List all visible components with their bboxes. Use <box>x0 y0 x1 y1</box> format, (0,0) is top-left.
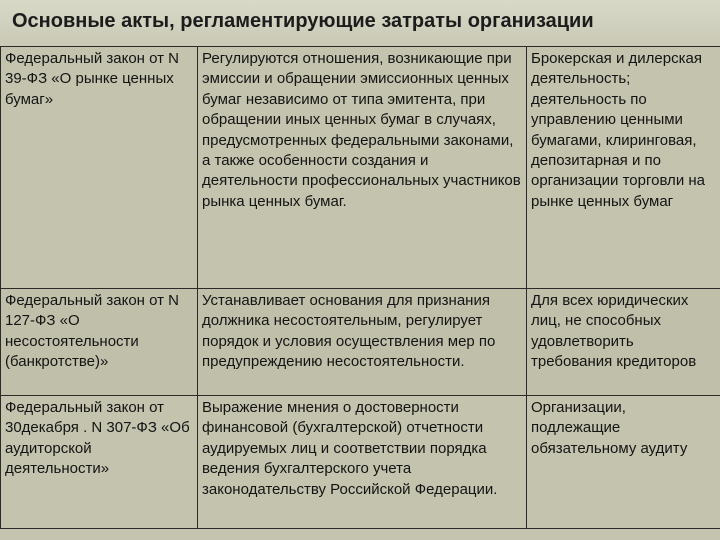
law-description: Устанавливает основания для признания должника несостоятельным, регулирует порядок и условия осуществления мер по предупреждению несостоятельности. <box>202 292 496 371</box>
description-cell <box>198 396 527 529</box>
law-name: Федеральный закон от N 127-ФЗ «О несостоятельности (банкротстве)» <box>5 292 180 371</box>
applies-to-cell <box>527 47 720 289</box>
table-row <box>1 396 720 529</box>
law-cell <box>1 47 198 289</box>
acts-table <box>0 46 720 529</box>
table-row <box>1 47 720 289</box>
law-cell <box>1 289 198 396</box>
law-cell <box>1 396 198 529</box>
description-cell <box>198 47 527 289</box>
title-bar <box>0 0 720 46</box>
law-applies-to: Организации, подлежащие обязательному аудиту <box>531 399 688 457</box>
law-applies-to: Брокерская и дилерская деятельность; деятельность по управлению ценными бумагами, клиринговая, депозитарная и по организации торговли на рынке ценных бумаг <box>531 50 705 210</box>
law-description: Выражение мнения о достоверности финансовой (бухгалтерской) отчетности аудируемых лиц и соответствии порядка ведения бухгалтерского учета законодательству Российской Федерации. <box>202 399 498 498</box>
page-title: Основные акты, регламентирующие затраты организации <box>12 10 594 32</box>
applies-to-cell <box>527 396 720 529</box>
law-name: Федеральный закон от 30декабря . N 307-ФЗ «Об аудиторской деятельности» <box>5 399 190 478</box>
law-name: Федеральный закон от N 39-ФЗ «О рынке ценных бумаг» <box>5 50 180 108</box>
applies-to-cell <box>527 289 720 396</box>
law-applies-to: Для всех юридических лиц, не способных удовлетворить требования кредиторов <box>531 292 697 371</box>
description-cell <box>198 289 527 396</box>
law-description: Регулируются отношения, возникающие при эмиссии и обращении эмиссионных ценных бумаг независимо от типа эмитента, при обращении иных ценных бумаг в случаях, предусмотренных федеральными законами, а также особенности создания и деятельности профессиональных участников рынка ценных бумаг. <box>202 50 521 210</box>
table-row <box>1 289 720 396</box>
